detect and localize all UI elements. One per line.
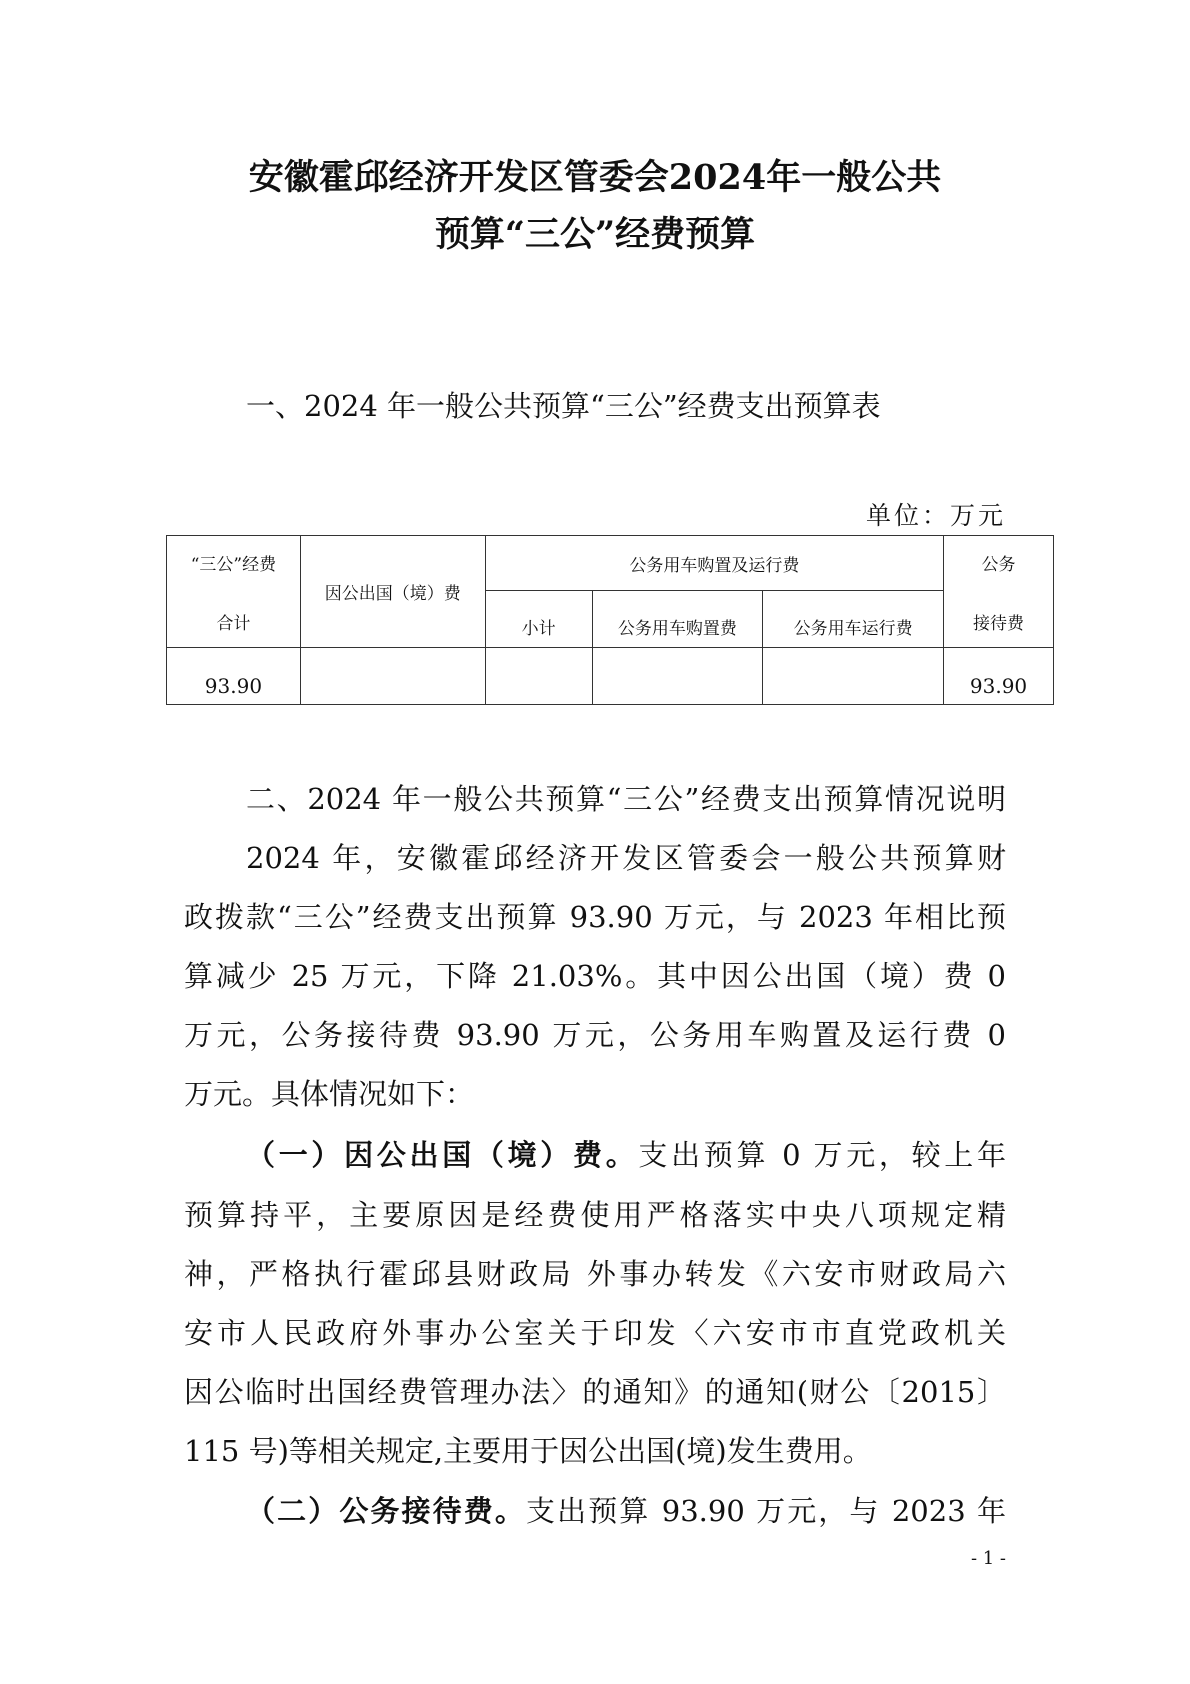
section2-heading: 二、2024 年一般公共预算“三公”经费支出预算情况说明 (246, 782, 1006, 816)
item2-heading: （二）公务接待费。 (246, 1494, 526, 1528)
header-subtotal: 小计 (485, 591, 592, 648)
cell-operation (763, 648, 944, 705)
paragraph-line: 万元，公务接待费 93.90 万元，公务用车购置及运行费 0 (184, 1018, 1006, 1052)
cell-reception: 93.90 (944, 648, 1054, 705)
header-vehicle: 公务用车购置及运行费 (485, 536, 943, 591)
budget-table (166, 535, 1054, 705)
item1-heading: （一）因公出国（境）费。 (246, 1138, 639, 1172)
header-purchase: 公务用车购置费 (592, 591, 763, 648)
item2-first-line (246, 1489, 1006, 1530)
section1-heading: 一、2024 年一般公共预算“三公”经费支出预算表 (246, 389, 881, 423)
item2-text: 支出预算 93.90 万元，与 2023 年 (525, 1494, 1006, 1528)
paragraph-line: 神，严格执行霍邱县财政局 外事办转发《六安市财政局六 (184, 1257, 1006, 1291)
paragraph-line: 算减少 25 万元，下降 21.03%。其中因公出国（境）费 0 (184, 959, 1006, 993)
paragraph-line: 因公临时出国经费管理办法〉的通知》的通知(财公〔2015〕 (184, 1375, 1006, 1409)
title-line-1: 安徽霍邱经济开发区管委会2024年一般公共 (248, 157, 942, 198)
header-reception (944, 536, 1054, 648)
unit-label: 单位：万元 (865, 501, 1006, 530)
header-total-line1: “三公”经费 (190, 554, 277, 575)
title-line-2: 预算“三公”经费预算 (434, 214, 756, 255)
paragraph-line: 政拨款“三公”经费支出预算 93.90 万元，与 2023 年相比预 (184, 900, 1006, 934)
cell-abroad (300, 648, 485, 705)
item1-text: 支出预算 0 万元，较上年 (638, 1138, 1006, 1172)
header-reception-line2: 接待费 (973, 613, 1025, 634)
header-total-line2: 合计 (216, 613, 251, 634)
header-abroad: 因公出国（境）费 (300, 536, 485, 648)
page-number: - 1 - (970, 1548, 1006, 1569)
header-total (167, 536, 301, 648)
cell-total: 93.90 (167, 648, 301, 705)
cell-subtotal (485, 648, 592, 705)
paragraph-line: 115 号)等相关规定,主要用于因公出国(境)发生费用。 (184, 1434, 872, 1468)
header-reception-line1: 公务 (981, 554, 1016, 575)
paragraph-line: 预算持平，主要原因是经费使用严格落实中央八项规定精 (184, 1198, 1006, 1232)
item1-first-line (246, 1133, 1006, 1174)
paragraph-line: 安市人民政府外事办公室关于印发〈六安市市直党政机关 (184, 1316, 1006, 1350)
cell-purchase (592, 648, 763, 705)
header-operation: 公务用车运行费 (763, 591, 944, 648)
paragraph-line: 万元。具体情况如下： (184, 1077, 475, 1111)
paragraph-line: 2024 年，安徽霍邱经济开发区管委会一般公共预算财 (246, 841, 1006, 875)
